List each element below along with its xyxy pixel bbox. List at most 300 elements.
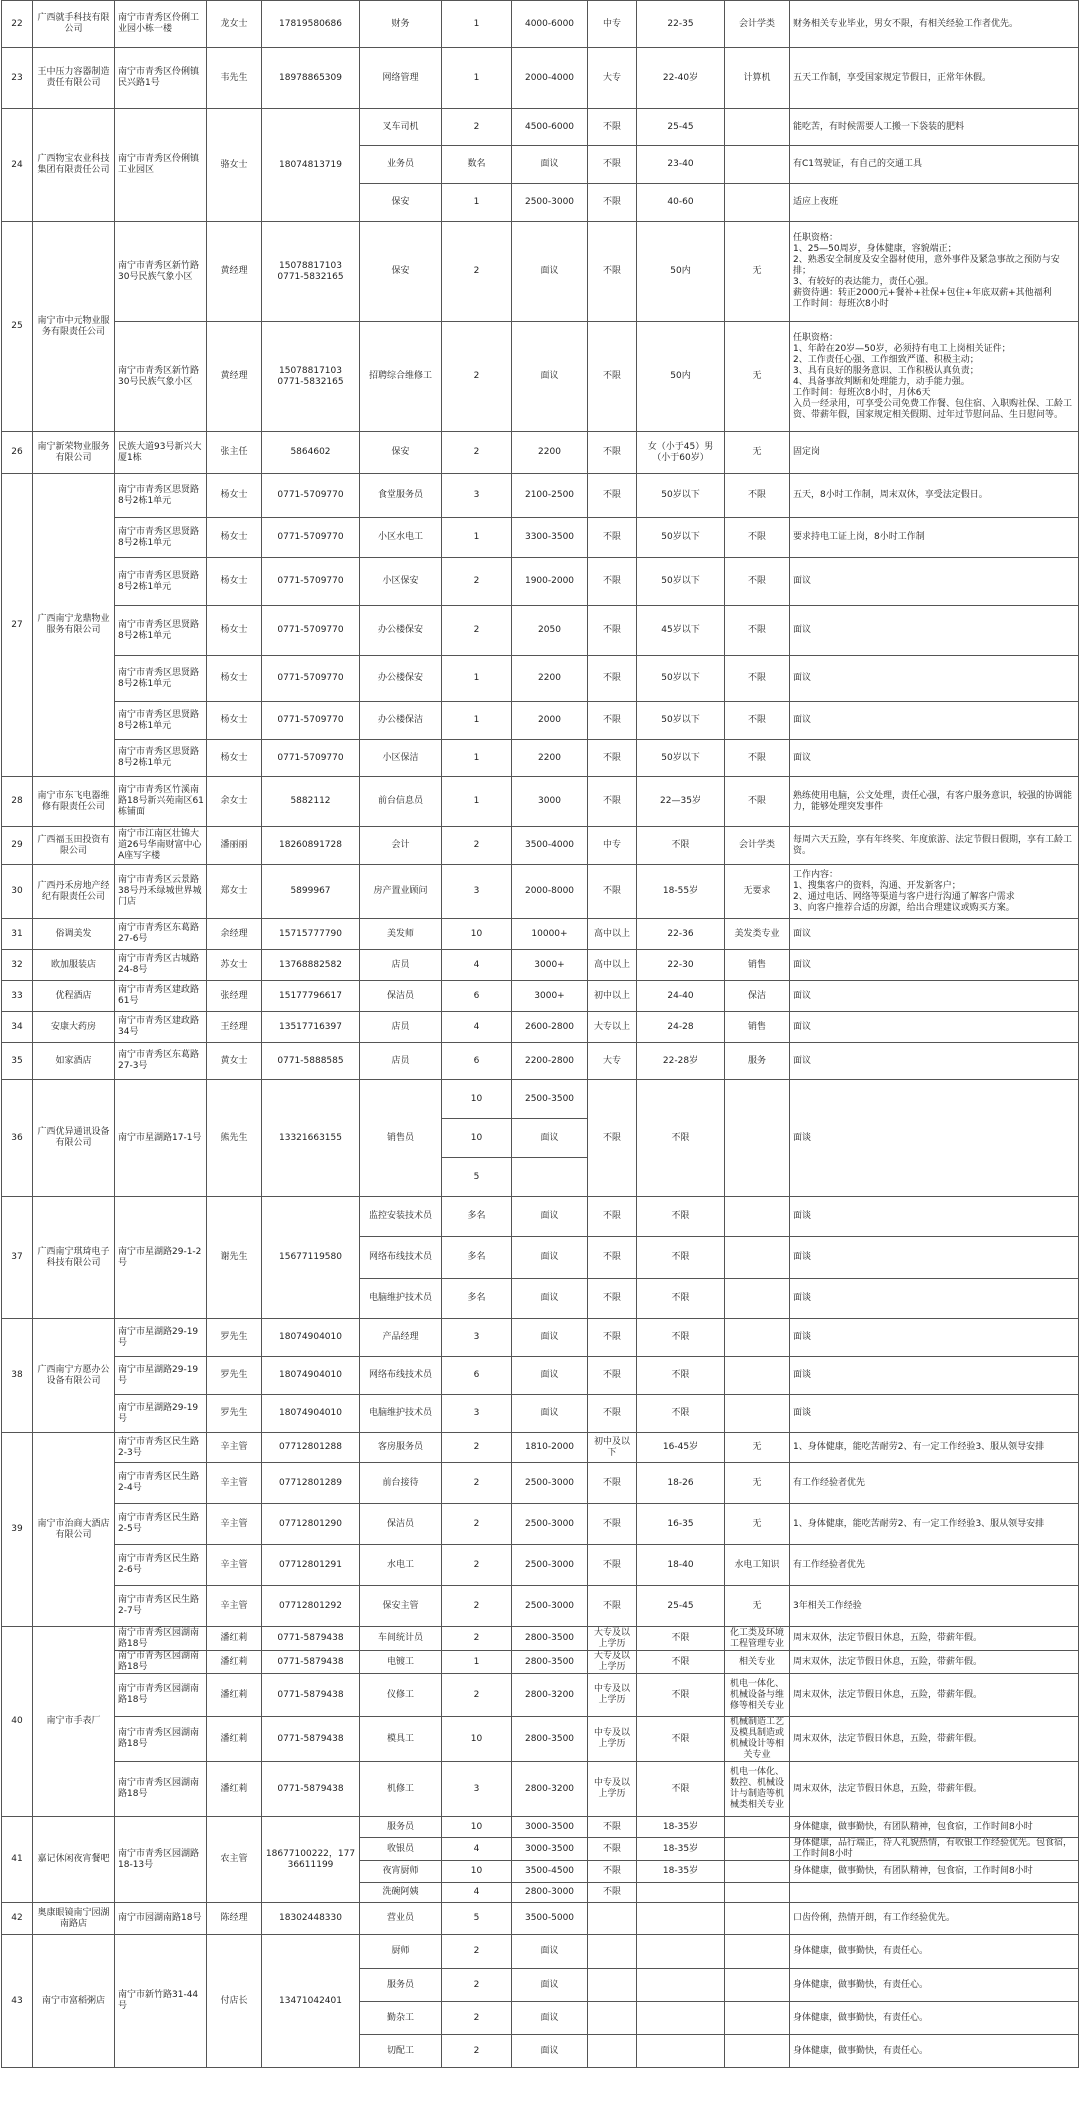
table-cell: 3000+ (512, 950, 588, 981)
table-cell: 身体健康，做事勤快，有责任心。 (790, 1969, 1079, 2002)
table-cell: 农主管 (207, 1817, 262, 1903)
table-cell: 潘丽丽 (207, 827, 262, 865)
table-cell: 办公楼保洁 (360, 702, 442, 740)
table-cell: 50岁以下 (637, 558, 725, 606)
table-cell: 0771-5879438 (262, 1762, 360, 1817)
table-cell: 13768882582 (262, 950, 360, 981)
table-cell: 0771-5709770 (262, 606, 360, 656)
table-cell: 3000-3500 (512, 1838, 588, 1861)
table-cell: 24-40 (637, 981, 725, 1012)
table-cell: 43 (2, 1935, 33, 2068)
table-row (2, 1586, 1079, 1627)
table-cell: 3500-4500 (512, 1861, 588, 1883)
table-cell: 杨女士 (207, 740, 262, 777)
table-cell: 不限 (637, 1197, 725, 1237)
table-cell: 身体健康，做事勤快，有责任心。 (790, 2002, 1079, 2035)
table-cell: 南宁市园湖南路18号 (115, 1903, 207, 1935)
table-cell: 有C1驾驶证，有自己的交通工具 (790, 146, 1079, 184)
table-cell: 面议 (512, 1197, 588, 1237)
table-cell: 不限 (588, 322, 637, 432)
table-cell: 41 (2, 1817, 33, 1903)
table-cell: 45岁以下 (637, 606, 725, 656)
table-row (2, 1717, 1079, 1762)
table-cell: 2500-3000 (512, 184, 588, 222)
table-cell: 不限 (725, 518, 790, 558)
table-cell: 面谈 (790, 1357, 1079, 1395)
table-cell: 不限 (588, 740, 637, 777)
table-cell: 面谈 (790, 1080, 1079, 1197)
table-cell: 南宁市青秀区民生路2-6号 (115, 1545, 207, 1586)
table-cell: 广西福玉田投资有限公司 (33, 827, 115, 865)
table-cell: 计算机 (725, 48, 790, 109)
table-cell: 周末双休，法定节假日休息，五险，带薪年假。 (790, 1674, 1079, 1717)
table-cell: 会计 (360, 827, 442, 865)
table-cell: 办公楼保安 (360, 656, 442, 702)
table-cell: 南宁市青秀区园湖南路18号 (115, 1717, 207, 1762)
table-cell: 2800-3200 (512, 1674, 588, 1717)
table-cell: 产品经理 (360, 1319, 442, 1357)
table-cell: 罗先生 (207, 1395, 262, 1433)
table-cell: 周末双休，法定节假日休息，五险，带薪年假。 (790, 1651, 1079, 1674)
table-row (2, 1504, 1079, 1545)
table-cell: 南宁市青秀区民生路2-4号 (115, 1463, 207, 1504)
table-cell (725, 1080, 790, 1197)
table-cell: 4000-6000 (512, 1, 588, 48)
table-cell: 3 (442, 1319, 512, 1357)
table-row (2, 1043, 1079, 1080)
table-cell: 2 (442, 1674, 512, 1717)
table-cell: 熊先生 (207, 1080, 262, 1197)
table-cell: 广西南宁龙鼎物业服务有限公司 (33, 474, 115, 777)
table-cell: 店员 (360, 1012, 442, 1043)
table-cell: 10 (442, 1080, 512, 1119)
table-cell: 固定岗 (790, 432, 1079, 474)
table-cell: 辛主管 (207, 1504, 262, 1545)
table-row (2, 1674, 1079, 1717)
table-cell: 南宁市江南区壮锦大道26号华南财富中心A座写字楼 (115, 827, 207, 865)
table-cell: 1810-2000 (512, 1433, 588, 1463)
table-cell: 不限 (588, 109, 637, 146)
table-cell: 杨女士 (207, 474, 262, 518)
table-cell: 50内 (637, 322, 725, 432)
table-cell: 南宁市东飞电器维修有限责任公司 (33, 777, 115, 827)
table-cell: 40 (2, 1627, 33, 1817)
table-cell: 不限 (637, 827, 725, 865)
table-cell: 18260891728 (262, 827, 360, 865)
table-cell: 黄经理 (207, 222, 262, 322)
table-cell: 机修工 (360, 1762, 442, 1817)
table-cell: 22—35岁 (637, 777, 725, 827)
table-cell: 面谈 (790, 1197, 1079, 1237)
table-cell: 熟练使用电脑，公文处理，责任心强，有客户服务意识，较强的协调能力，能够处理突发事件 (790, 777, 1079, 827)
table-cell: 07712801290 (262, 1504, 360, 1545)
table-cell: 不限 (588, 518, 637, 558)
table-cell (588, 1935, 637, 1969)
table-cell (725, 1357, 790, 1395)
table-cell: 不限 (725, 656, 790, 702)
table-cell: 35 (2, 1043, 33, 1080)
table-row (2, 1319, 1079, 1357)
table-cell: 财务 (360, 1, 442, 48)
table-cell: 3年相关工作经验 (790, 1586, 1079, 1627)
table-cell: 25-45 (637, 109, 725, 146)
table-cell: 1900-2000 (512, 558, 588, 606)
table-cell: 15177796617 (262, 981, 360, 1012)
table-cell: 周末双休，法定节假日休息，五险，带薪年假。 (790, 1717, 1079, 1762)
table-row (2, 1903, 1079, 1935)
table-cell: 37 (2, 1197, 33, 1319)
table-cell: 南宁市青秀区园湖路18-13号 (115, 1817, 207, 1903)
table-cell: 仪修工 (360, 1674, 442, 1717)
table-cell: 2 (442, 2002, 512, 2035)
table-cell: 保洁员 (360, 981, 442, 1012)
table-cell: 美发类专业 (725, 919, 790, 950)
table-cell: 2 (442, 558, 512, 606)
table-cell: 任职资格： 1、年龄在20岁—50岁，必须持有电工上岗相关证件； 2、工作责任心强、工作细致严谨、积极主动； 3、具有良好的服务意识、工作积极认真负责； 4、具备事故判断和处理能力，动手能力强。 工作时间：每班次8小时，月休6天 入员一经录用，可享受公司免费工作餐、包住宿、入职购社保、工龄工资、带薪年假，国家规定相关假期、过年过节慰问品、生日慰问等。 (790, 322, 1079, 432)
table-cell: 会计学类 (725, 1, 790, 48)
table-cell: 18074813719 (262, 109, 360, 222)
table-cell: 不限 (588, 1883, 637, 1903)
table-cell (725, 1319, 790, 1357)
table-row (2, 1357, 1079, 1395)
table-cell: 4 (442, 1012, 512, 1043)
table-cell: 2800-3200 (512, 1762, 588, 1817)
table-cell: 面议 (790, 981, 1079, 1012)
table-cell: 中专 (588, 1, 637, 48)
table-cell: 面议 (512, 1357, 588, 1395)
table-cell: 不限 (588, 656, 637, 702)
table-cell (588, 2002, 637, 2035)
table-row (2, 474, 1079, 518)
table-cell: 身体健康，做事勤快，有责任心。 (790, 1935, 1079, 1969)
table-row (2, 1651, 1079, 1674)
table-cell: 余经理 (207, 919, 262, 950)
table-cell: 2800-3500 (512, 1627, 588, 1651)
table-cell: 韦先生 (207, 48, 262, 109)
table-cell: 周末双休，法定节假日休息，五险，带薪年假。 (790, 1762, 1079, 1817)
table-cell: 民族大道93号新兴大厦1栋 (115, 432, 207, 474)
table-cell: 2500-3000 (512, 1586, 588, 1627)
table-cell: 南宁市青秀区伶俐工业园小栋一楼 (115, 1, 207, 48)
table-cell (637, 1969, 725, 2002)
table-cell: 50岁以下 (637, 656, 725, 702)
table-cell: 2 (442, 1586, 512, 1627)
table-cell: 机电一体化、数控、机械设计与制造等机械类相关专业 (725, 1762, 790, 1817)
table-cell: 不限 (588, 1197, 637, 1237)
table-row (2, 702, 1079, 740)
table-cell: 苏女士 (207, 950, 262, 981)
table-cell: 南宁市中元物业服务有限责任公司 (33, 222, 115, 432)
table-cell: 23-40 (637, 146, 725, 184)
table-row (2, 777, 1079, 827)
table-cell: 2800-3500 (512, 1651, 588, 1674)
table-cell (637, 2035, 725, 2068)
table-cell: 夜宵厨师 (360, 1861, 442, 1883)
table-cell: 安康大药房 (33, 1012, 115, 1043)
table-cell: 不限 (588, 474, 637, 518)
table-cell: 办公楼保安 (360, 606, 442, 656)
table-cell: 18074904010 (262, 1395, 360, 1433)
table-cell: 南宁新荣物业服务有限公司 (33, 432, 115, 474)
table-cell: 不限 (588, 1838, 637, 1861)
table-cell: 3 (442, 474, 512, 518)
table-cell: 南宁市青秀区新竹路30号民族气象小区 (115, 322, 207, 432)
table-cell: 南宁市青秀区伶俐镇民兴路1号 (115, 48, 207, 109)
table-cell: 2500-3000 (512, 1504, 588, 1545)
table-cell: 女（小于45）男（小于60岁） (637, 432, 725, 474)
table-cell: 南宁市青秀区新竹路30号民族气象小区 (115, 222, 207, 322)
table-cell: 1 (442, 518, 512, 558)
table-cell: 中专及以上学历 (588, 1717, 637, 1762)
table-cell: 不限 (588, 1319, 637, 1357)
table-cell: 付店长 (207, 1935, 262, 2068)
table-cell: 南宁市青秀区思贤路8号2栋1单元 (115, 606, 207, 656)
table-cell: 销售员 (360, 1080, 442, 1197)
table-cell: 18-35岁 (637, 1861, 725, 1883)
table-cell: 2600-2800 (512, 1012, 588, 1043)
table-cell: 2500-3000 (512, 1545, 588, 1586)
table-cell (725, 1969, 790, 2002)
table-cell: 监控安装技术员 (360, 1197, 442, 1237)
table-cell: 网络布线技术员 (360, 1357, 442, 1395)
table-cell: 18-35岁 (637, 1838, 725, 1861)
table-cell: 嘉记休闲夜宵餐吧 (33, 1817, 115, 1903)
table-cell: 杨女士 (207, 702, 262, 740)
table-cell: 面议 (512, 322, 588, 432)
table-cell: 大专及以上学历 (588, 1627, 637, 1651)
table-cell: 房产置业顾问 (360, 865, 442, 919)
table-cell: 面议 (512, 222, 588, 322)
table-cell: 南宁市富稻粥店 (33, 1935, 115, 2068)
table-cell: 07712801292 (262, 1586, 360, 1627)
table-cell: 骆女士 (207, 109, 262, 222)
table-cell: 叉车司机 (360, 109, 442, 146)
table-cell (637, 2002, 725, 2035)
table-cell: 不限 (588, 222, 637, 322)
table-cell: 2000-4000 (512, 48, 588, 109)
table-cell: 杨女士 (207, 518, 262, 558)
table-cell: 13471042401 (262, 1935, 360, 2068)
table-cell: 50内 (637, 222, 725, 322)
table-cell: 能吃苦，有时候需要人工搬一下袋装的肥料 (790, 109, 1079, 146)
table-cell: 10 (442, 1861, 512, 1883)
table-cell: 不限 (588, 558, 637, 606)
table-row (2, 518, 1079, 558)
table-cell: 南宁市手表厂 (33, 1627, 115, 1817)
table-cell: 1、身体健康，能吃苦耐劳2、有一定工作经验3、服从领导安排 (790, 1433, 1079, 1463)
table-cell: 身体健康，做事勤快，有团队精神，包食宿，工作时间8小时 (790, 1861, 1079, 1883)
table-cell: 13517716397 (262, 1012, 360, 1043)
table-cell: 1 (442, 702, 512, 740)
table-cell: 2 (442, 2035, 512, 2068)
table-cell: 36 (2, 1080, 33, 1197)
table-cell: 保洁 (725, 981, 790, 1012)
table-cell (725, 1817, 790, 1838)
table-cell: 面议 (790, 606, 1079, 656)
table-cell: 面议 (790, 702, 1079, 740)
table-cell: 欧加服装店 (33, 950, 115, 981)
table-cell: 身体健康，做事勤快，有团队精神，包食宿，工作时间8小时 (790, 1817, 1079, 1838)
table-cell: 15078817103 0771-5832165 (262, 322, 360, 432)
table-cell: 不限 (637, 1651, 725, 1674)
table-cell: 2 (442, 1627, 512, 1651)
table-cell: 50岁以下 (637, 474, 725, 518)
table-cell: 1 (442, 1, 512, 48)
table-cell: 不限 (637, 1674, 725, 1717)
table-cell: 南宁市青秀区思贤路8号2栋1单元 (115, 702, 207, 740)
table-cell: 不限 (588, 702, 637, 740)
table-cell: 3000+ (512, 981, 588, 1012)
table-row (2, 1197, 1079, 1237)
table-cell (512, 1158, 588, 1197)
table-cell: 不限 (637, 1237, 725, 1279)
table-cell: 不限 (725, 474, 790, 518)
table-cell: 南宁市青秀区东葛路27-3号 (115, 1043, 207, 1080)
table-cell: 任职资格： 1、25—50周岁，身体健康，容貌端正； 2、熟悉安全制度及安全器材使用，意外事件及紧急事故之预防与安排； 3、有较好的表达能力，责任心强。 薪资待遇：转正2000元+餐补+社保+包住+年底双薪+其他福利 工作时间：每班次8小时 (790, 222, 1079, 322)
table-row (2, 865, 1079, 919)
table-cell: 广西物宝农业科技集团有限责任公司 (33, 109, 115, 222)
table-cell: 0771-5709770 (262, 474, 360, 518)
table-row (2, 222, 1079, 322)
table-cell: 2 (442, 827, 512, 865)
table-cell: 不限 (588, 1463, 637, 1504)
table-row (2, 606, 1079, 656)
table-cell: 口齿伶俐，热情开朗，有工作经验优先。 (790, 1903, 1079, 1935)
table-cell: 无 (725, 322, 790, 432)
table-cell: 网络布线技术员 (360, 1237, 442, 1279)
table-row (2, 1627, 1079, 1651)
table-cell: 无 (725, 432, 790, 474)
table-cell: 22-40岁 (637, 48, 725, 109)
table-cell: 22-28岁 (637, 1043, 725, 1080)
table-cell: 2200 (512, 656, 588, 702)
table-cell: 25-45 (637, 1586, 725, 1627)
table-row (2, 1762, 1079, 1817)
table-cell: 适应上夜班 (790, 184, 1079, 222)
table-cell (588, 2035, 637, 2068)
table-cell (725, 109, 790, 146)
table-cell: 2 (442, 606, 512, 656)
table-cell (725, 1861, 790, 1883)
table-cell: 2 (442, 432, 512, 474)
table-cell: 18677100222，17736611199 (262, 1817, 360, 1903)
table-cell: 南宁市星湖路29-19号 (115, 1357, 207, 1395)
table-cell (637, 1883, 725, 1903)
table-cell: 不限 (588, 146, 637, 184)
table-cell: 南宁市青秀区建政路34号 (115, 1012, 207, 1043)
table-cell: 店员 (360, 1043, 442, 1080)
table-cell: 广西丹禾房地产经纪有限责任公司 (33, 865, 115, 919)
table-cell: 2100-2500 (512, 474, 588, 518)
table-row (2, 1817, 1079, 1838)
table-cell: 无 (725, 1504, 790, 1545)
table-cell: 13321663155 (262, 1080, 360, 1197)
table-cell: 收银员 (360, 1838, 442, 1861)
table-cell: 07712801291 (262, 1545, 360, 1586)
table-cell: 财务相关专业毕业，男女不限，有相关经验工作者优先。 (790, 1, 1079, 48)
table-cell: 18074904010 (262, 1319, 360, 1357)
table-cell: 不限 (637, 1319, 725, 1357)
table-cell: 面谈 (790, 1279, 1079, 1319)
table-cell: 面议 (512, 1119, 588, 1158)
table-cell: 不限 (725, 740, 790, 777)
table-cell: 销售 (725, 950, 790, 981)
table-cell: 中专及以上学历 (588, 1762, 637, 1817)
table-row (2, 1463, 1079, 1504)
table-cell: 2200-2800 (512, 1043, 588, 1080)
table-cell: 2800-3000 (512, 1883, 588, 1903)
table-cell: 周末双休，法定节假日休息，五险，带薪年假。 (790, 1627, 1079, 1651)
table-cell: 33 (2, 981, 33, 1012)
table-cell: 5899967 (262, 865, 360, 919)
table-cell: 南宁市青秀区园湖南路18号 (115, 1627, 207, 1651)
table-cell: 不限 (588, 1279, 637, 1319)
table-cell (725, 1935, 790, 1969)
table-cell: 面议 (512, 1279, 588, 1319)
table-cell: 不限 (588, 1504, 637, 1545)
table-cell: 面谈 (790, 1395, 1079, 1433)
table-cell: 50岁以下 (637, 518, 725, 558)
table-cell: 有工作经验者优先 (790, 1463, 1079, 1504)
table-cell: 0771-5879438 (262, 1627, 360, 1651)
table-cell: 业务员 (360, 146, 442, 184)
table-cell: 电脑维护技术员 (360, 1395, 442, 1433)
table-cell: 南宁市青秀区东葛路27-6号 (115, 919, 207, 950)
table-cell: 谢先生 (207, 1197, 262, 1319)
table-cell: 王经理 (207, 1012, 262, 1043)
table-cell: 不限 (637, 1279, 725, 1319)
table-cell: 27 (2, 474, 33, 777)
table-cell: 张经理 (207, 981, 262, 1012)
table-cell: 4 (442, 950, 512, 981)
table-cell: 南宁市青秀区建政路61号 (115, 981, 207, 1012)
table-cell: 不限 (588, 1357, 637, 1395)
table-cell: 2 (442, 1935, 512, 1969)
table-cell: 工作内容： 1、搜集客户的资料，沟通、开发新客户； 2、通过电话、网络等渠道与客户进行沟通了解客户需求 3、向客户推荐合适的房源，给出合理建议或购买方案。 (790, 865, 1079, 919)
table-cell: 1 (442, 777, 512, 827)
table-row (2, 740, 1079, 777)
table-cell: 有工作经验者优先 (790, 1545, 1079, 1586)
table-cell: 1 (442, 1651, 512, 1674)
table-cell: 6 (442, 1043, 512, 1080)
table-cell: 18074904010 (262, 1357, 360, 1395)
table-cell: 31 (2, 919, 33, 950)
table-row (2, 1, 1079, 48)
table-cell (790, 1883, 1079, 1903)
table-cell: 17819580686 (262, 1, 360, 48)
table-cell: 陈经理 (207, 1903, 262, 1935)
table-cell: 南宁市星湖路17-1号 (115, 1080, 207, 1197)
table-cell: 大专 (588, 48, 637, 109)
table-cell: 南宁市治商大酒店有限公司 (33, 1433, 115, 1627)
table-cell: 无 (725, 1463, 790, 1504)
table-cell: 5864602 (262, 432, 360, 474)
table-cell: 面议 (512, 2002, 588, 2035)
table-cell: 前台信息员 (360, 777, 442, 827)
table-cell: 会计学类 (725, 827, 790, 865)
table-cell: 23 (2, 48, 33, 109)
table-cell (725, 1903, 790, 1935)
table-cell: 2 (442, 1969, 512, 2002)
table-cell: 0771-5709770 (262, 518, 360, 558)
table-cell: 杨女士 (207, 656, 262, 702)
table-cell: 服务员 (360, 1969, 442, 2002)
table-cell: 15078817103 0771-5832165 (262, 222, 360, 322)
table-cell: 2 (442, 222, 512, 322)
table-cell: 18978865309 (262, 48, 360, 109)
table-cell: 3000 (512, 777, 588, 827)
table-cell: 10 (442, 1817, 512, 1838)
